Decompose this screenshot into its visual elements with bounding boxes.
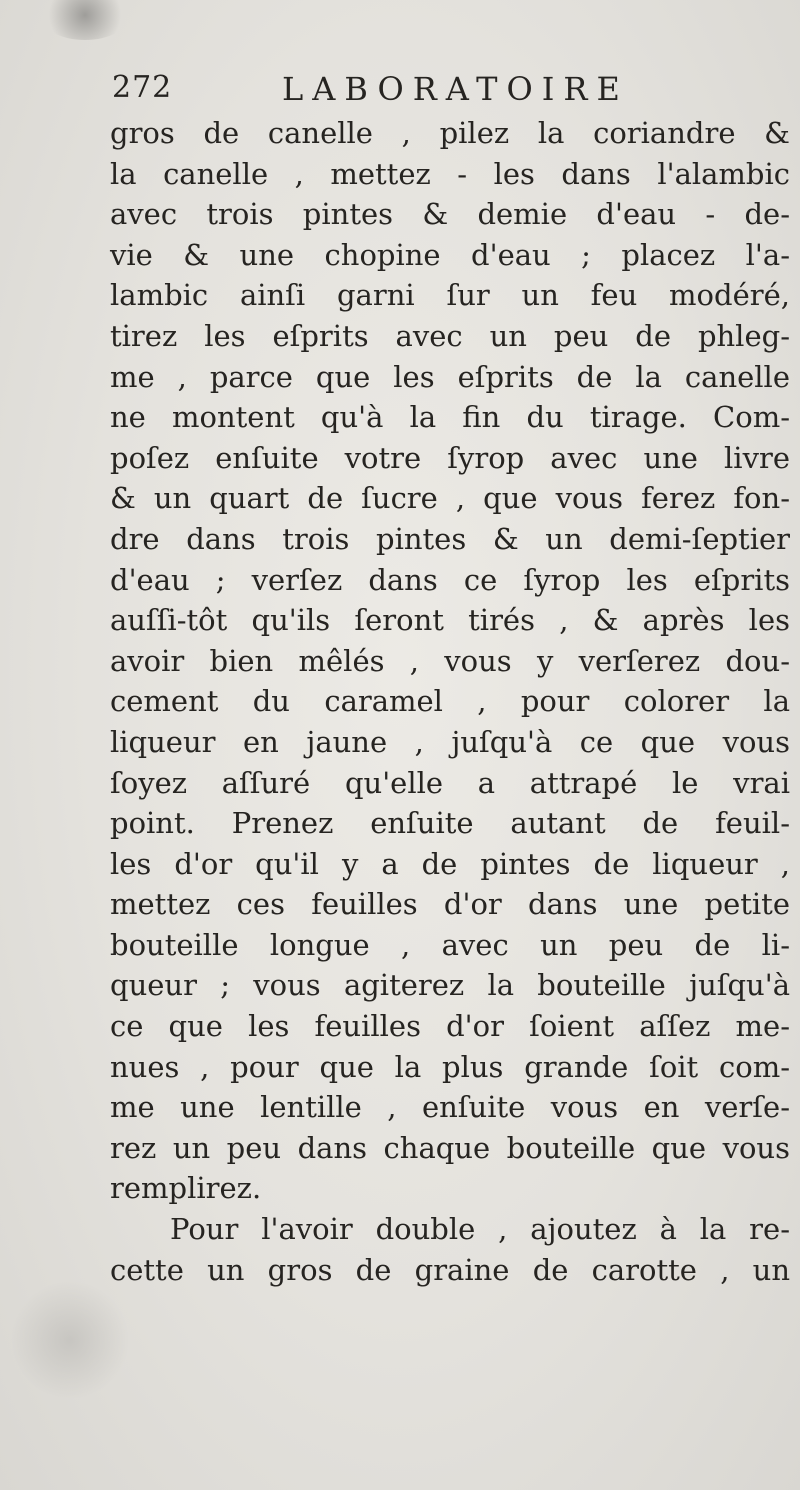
text-line: nues , pour que la plus grande ſoit com-: [110, 1049, 790, 1084]
page-number: 272: [112, 70, 173, 105]
text-line: poſez enſuite votre ſyrop avec une livre: [110, 440, 790, 475]
text-line: ne montent qu'à la fin du tirage. Com-: [110, 400, 790, 435]
ink-smudge: [10, 1280, 130, 1400]
text-line: lambic ainſi garni ſur un feu modéré,: [110, 278, 790, 313]
text-line: liqueur en jaune , juſqu'à ce que vous: [110, 724, 790, 759]
text-line: la canelle , mettez - les dans l'alambic: [110, 156, 790, 191]
text-line: bouteille longue , avec un peu de li-: [110, 927, 790, 962]
text-line: les d'or qu'il y a de pintes de liqueur ,: [110, 846, 790, 881]
paragraph-start-line: Pour l'avoir double , ajoutez à la re-: [170, 1212, 790, 1247]
text-line: d'eau ; verſez dans ce ſyrop les eſprits: [110, 562, 790, 597]
text-line: point. Prenez enſuite autant de feuil-: [110, 806, 790, 841]
text-line: rez un peu dans chaque bouteille que vous: [110, 1130, 790, 1165]
text-line: ce que les feuilles d'or ſoient aſſez me-: [110, 1009, 790, 1044]
running-head: LABORATOIRE: [282, 70, 629, 108]
text-line: me , parce que les eſprits de la canelle: [110, 359, 790, 394]
page-header: [112, 70, 792, 110]
text-line: auſſi-tôt qu'ils ſeront tirés , & après les: [110, 603, 790, 638]
text-line: cette un gros de graine de carotte , un: [110, 1252, 790, 1287]
text-line: me une lentille , enſuite vous en verſe-: [110, 1090, 790, 1125]
text-line: dre dans trois pintes & un demi-ſeptier: [110, 521, 790, 556]
text-line: mettez ces feuilles d'or dans une petite: [110, 887, 790, 922]
text-line: avec trois pintes & demie d'eau - de-: [110, 197, 790, 232]
text-line: tirez les eſprits avec un peu de phleg-: [110, 318, 790, 353]
ink-smudge: [40, 0, 130, 40]
text-line: remplirez.: [110, 1171, 262, 1206]
text-line: & un quart de ſucre , que vous ferez fon-: [110, 481, 790, 516]
text-line: vie & une chopine d'eau ; placez l'a-: [110, 237, 790, 272]
body-text: [110, 113, 790, 1290]
text-line: gros de canelle , pilez la coriandre &: [110, 116, 790, 150]
text-line: cement du caramel , pour colorer la: [110, 684, 790, 719]
text-line: ſoyez aſſuré qu'elle a attrapé le vrai: [110, 765, 790, 800]
text-line: queur ; vous agiterez la bouteille juſqu'à: [110, 968, 790, 1003]
text-line: avoir bien mêlés , vous y verſerez dou-: [110, 643, 790, 678]
